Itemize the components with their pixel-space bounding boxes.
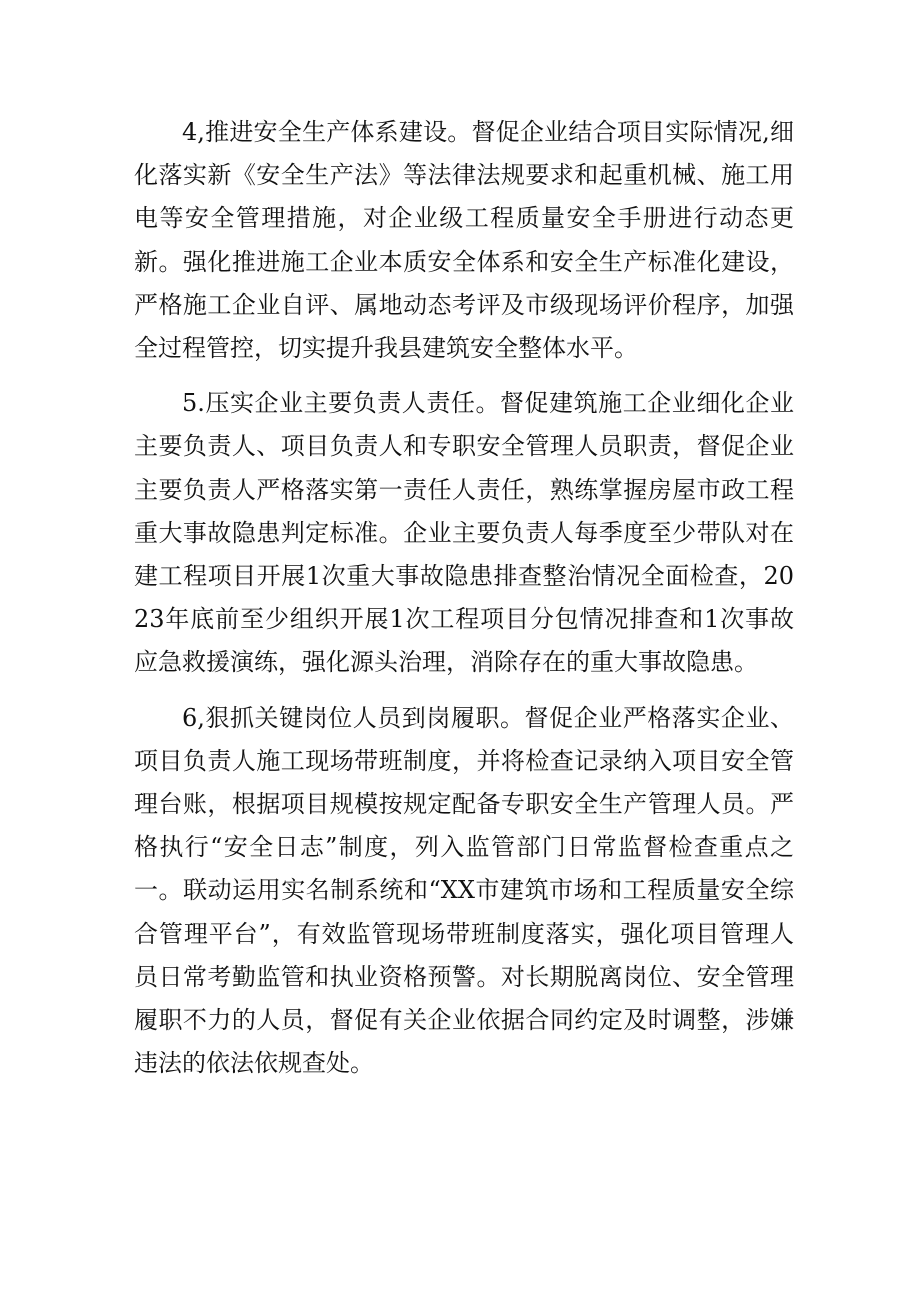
paragraph-item-4: 4,推进安全生产体系建设。督促企业结合项目实际情况,细化落实新《安全生产法》等法律法规要求和起重机械、施工用电等安全管理措施，对企业级工程质量安全手册进行动态更新。强化推进施工企业本质安全体系和安全生产标准化建设，严格施工企业自评、属地动态考评及市级现场评价程序，加强全过程管控，切实提升我县建筑安全整体水平。 [134,118,794,363]
paragraph-item-5: 5.压实企业主要负责人责任。督促建筑施工企业细化企业主要负责人、项目负责人和专职安全管理人员职责，督促企业主要负责人严格落实第一责任人责任，熟练掌握房屋市政工程重大事故隐患判定标准。企业主要负责人每季度至少带队对在建工程项目开展1次重大事故隐患排查整治情况全面检查，2023年底前至少组织开展1次工程项目分包情况排查和1次事故应急救援演练，强化源头治理，消除存在的重大事故隐患。 [134,389,794,677]
document-body [134,111,794,1097]
paragraph-item-6: 6,狠抓关键岗位人员到岗履职。督促企业严格落实企业、项目负责人施工现场带班制度，并将检查记录纳入项目安全管理台账，根据项目规模按规定配备专职安全生产管理人员。严格执行“安全日志”制度，列入监管部门日常监督检查重点之一。联动运用实名制系统和“XX市建筑市场和工程质量安全综合管理平台”，有效监管现场带班制度落实，强化项目管理人员日常考勤监管和执业资格预警。对长期脱离岗位、安全管理履职不力的人员，督促有关企业依据合同约定及时调整，涉嫌违法的依法依规查处。 [134,703,794,1078]
